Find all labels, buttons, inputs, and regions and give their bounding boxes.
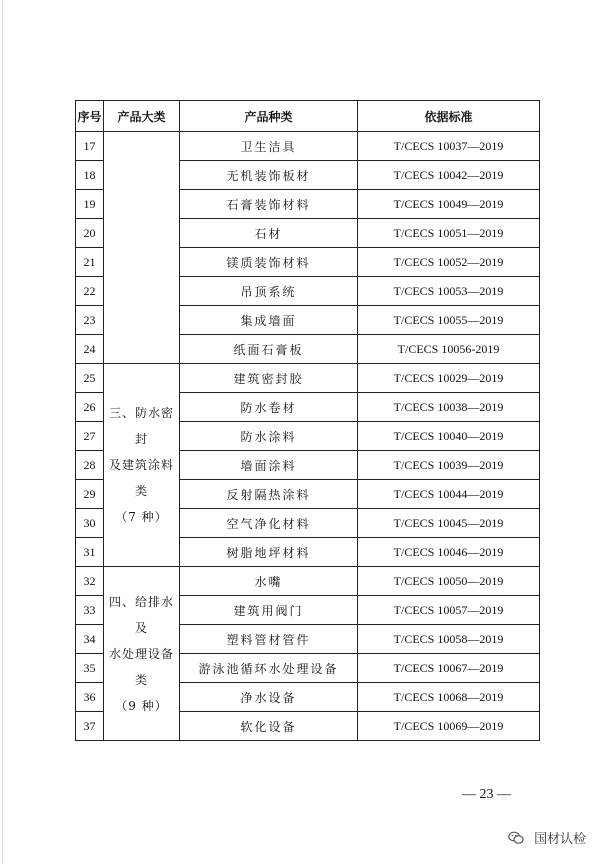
row-number: 25 [76,364,104,393]
row-number: 32 [76,567,104,596]
row-number: 30 [76,509,104,538]
header-seq: 序号 [76,101,104,132]
product-name: 净水设备 [180,683,358,712]
product-name: 石材 [180,219,358,248]
standard-code: T/CECS 10029—2019 [358,364,540,393]
row-number: 37 [76,712,104,741]
row-number: 29 [76,480,104,509]
standard-code: T/CECS 10069—2019 [358,712,540,741]
row-number: 23 [76,306,104,335]
category-line: （7 种） [115,510,168,524]
product-name: 卫生洁具 [180,132,358,161]
standard-code: T/CECS 10051—2019 [358,219,540,248]
product-name: 塑料管材管件 [180,625,358,654]
row-number: 28 [76,451,104,480]
standard-code: T/CECS 10044—2019 [358,480,540,509]
category-cell [104,567,180,741]
product-name: 吊顶系统 [180,277,358,306]
product-name: 树脂地坪材料 [180,538,358,567]
product-name: 石膏装饰材料 [180,190,358,219]
product-name: 软化设备 [180,712,358,741]
standard-code: T/CECS 10045—2019 [358,509,540,538]
product-name: 纸面石膏板 [180,335,358,364]
row-number: 19 [76,190,104,219]
table-row [76,567,540,596]
standard-code: T/CECS 10057—2019 [358,596,540,625]
header-category: 产品大类 [104,101,180,132]
standard-code: T/CECS 10049—2019 [358,190,540,219]
standard-code: T/CECS 10068—2019 [358,683,540,712]
row-number: 17 [76,132,104,161]
row-number: 36 [76,683,104,712]
product-name: 游泳池循环水处理设备 [180,654,358,683]
page-edge-line [2,0,3,864]
standard-code: T/CECS 10053—2019 [358,277,540,306]
product-name: 水嘴 [180,567,358,596]
standard-code: T/CECS 10067—2019 [358,654,540,683]
standard-code: T/CECS 10046—2019 [358,538,540,567]
category-line: 水处理设备类 [108,646,174,687]
row-number: 21 [76,248,104,277]
standard-code: T/CECS 10058—2019 [358,625,540,654]
row-number: 18 [76,161,104,190]
row-number: 27 [76,422,104,451]
category-line: 三、防水密封 [108,406,174,446]
table-row [76,132,540,161]
product-name: 建筑密封胶 [180,364,358,393]
header-standard: 依据标准 [358,101,540,132]
category-line: （9 种） [115,698,168,713]
category-line: 四、给排水及 [108,594,174,635]
watermark-text: 国材认检 [534,832,587,847]
row-number: 34 [76,625,104,654]
row-number: 26 [76,393,104,422]
row-number: 33 [76,596,104,625]
watermark [508,828,586,849]
standard-code: T/CECS 10039—2019 [358,451,540,480]
row-number: 22 [76,277,104,306]
category-cell [104,364,180,567]
row-number: 24 [76,335,104,364]
standard-code: T/CECS 10042—2019 [358,161,540,190]
product-name: 反射隔热涂料 [180,480,358,509]
standard-code: T/CECS 10056-2019 [358,335,540,364]
product-name: 防水涂料 [180,422,358,451]
row-number: 35 [76,654,104,683]
standard-code: T/CECS 10037—2019 [358,132,540,161]
category-cell [104,132,180,364]
category-line: 及建筑涂料类 [108,458,174,498]
product-name: 建筑用阀门 [180,596,358,625]
wechat-icon [508,831,524,849]
header-product: 产品种类 [180,101,358,132]
row-number: 31 [76,538,104,567]
product-name: 空气净化材料 [180,509,358,538]
standard-code: T/CECS 10052—2019 [358,248,540,277]
standard-code: T/CECS 10040—2019 [358,422,540,451]
page-number: — 23 — [462,787,511,802]
table-row [76,364,540,393]
product-name: 集成墙面 [180,306,358,335]
product-name: 防水卷材 [180,393,358,422]
product-name: 无机装饰板材 [180,161,358,190]
standard-code: T/CECS 10050—2019 [358,567,540,596]
standard-code: T/CECS 10038—2019 [358,393,540,422]
product-name: 镁质装饰材料 [180,248,358,277]
standard-code: T/CECS 10055—2019 [358,306,540,335]
product-name: 墙面涂料 [180,451,358,480]
row-number: 20 [76,219,104,248]
table-header-row [76,101,540,132]
standards-table [75,100,540,741]
